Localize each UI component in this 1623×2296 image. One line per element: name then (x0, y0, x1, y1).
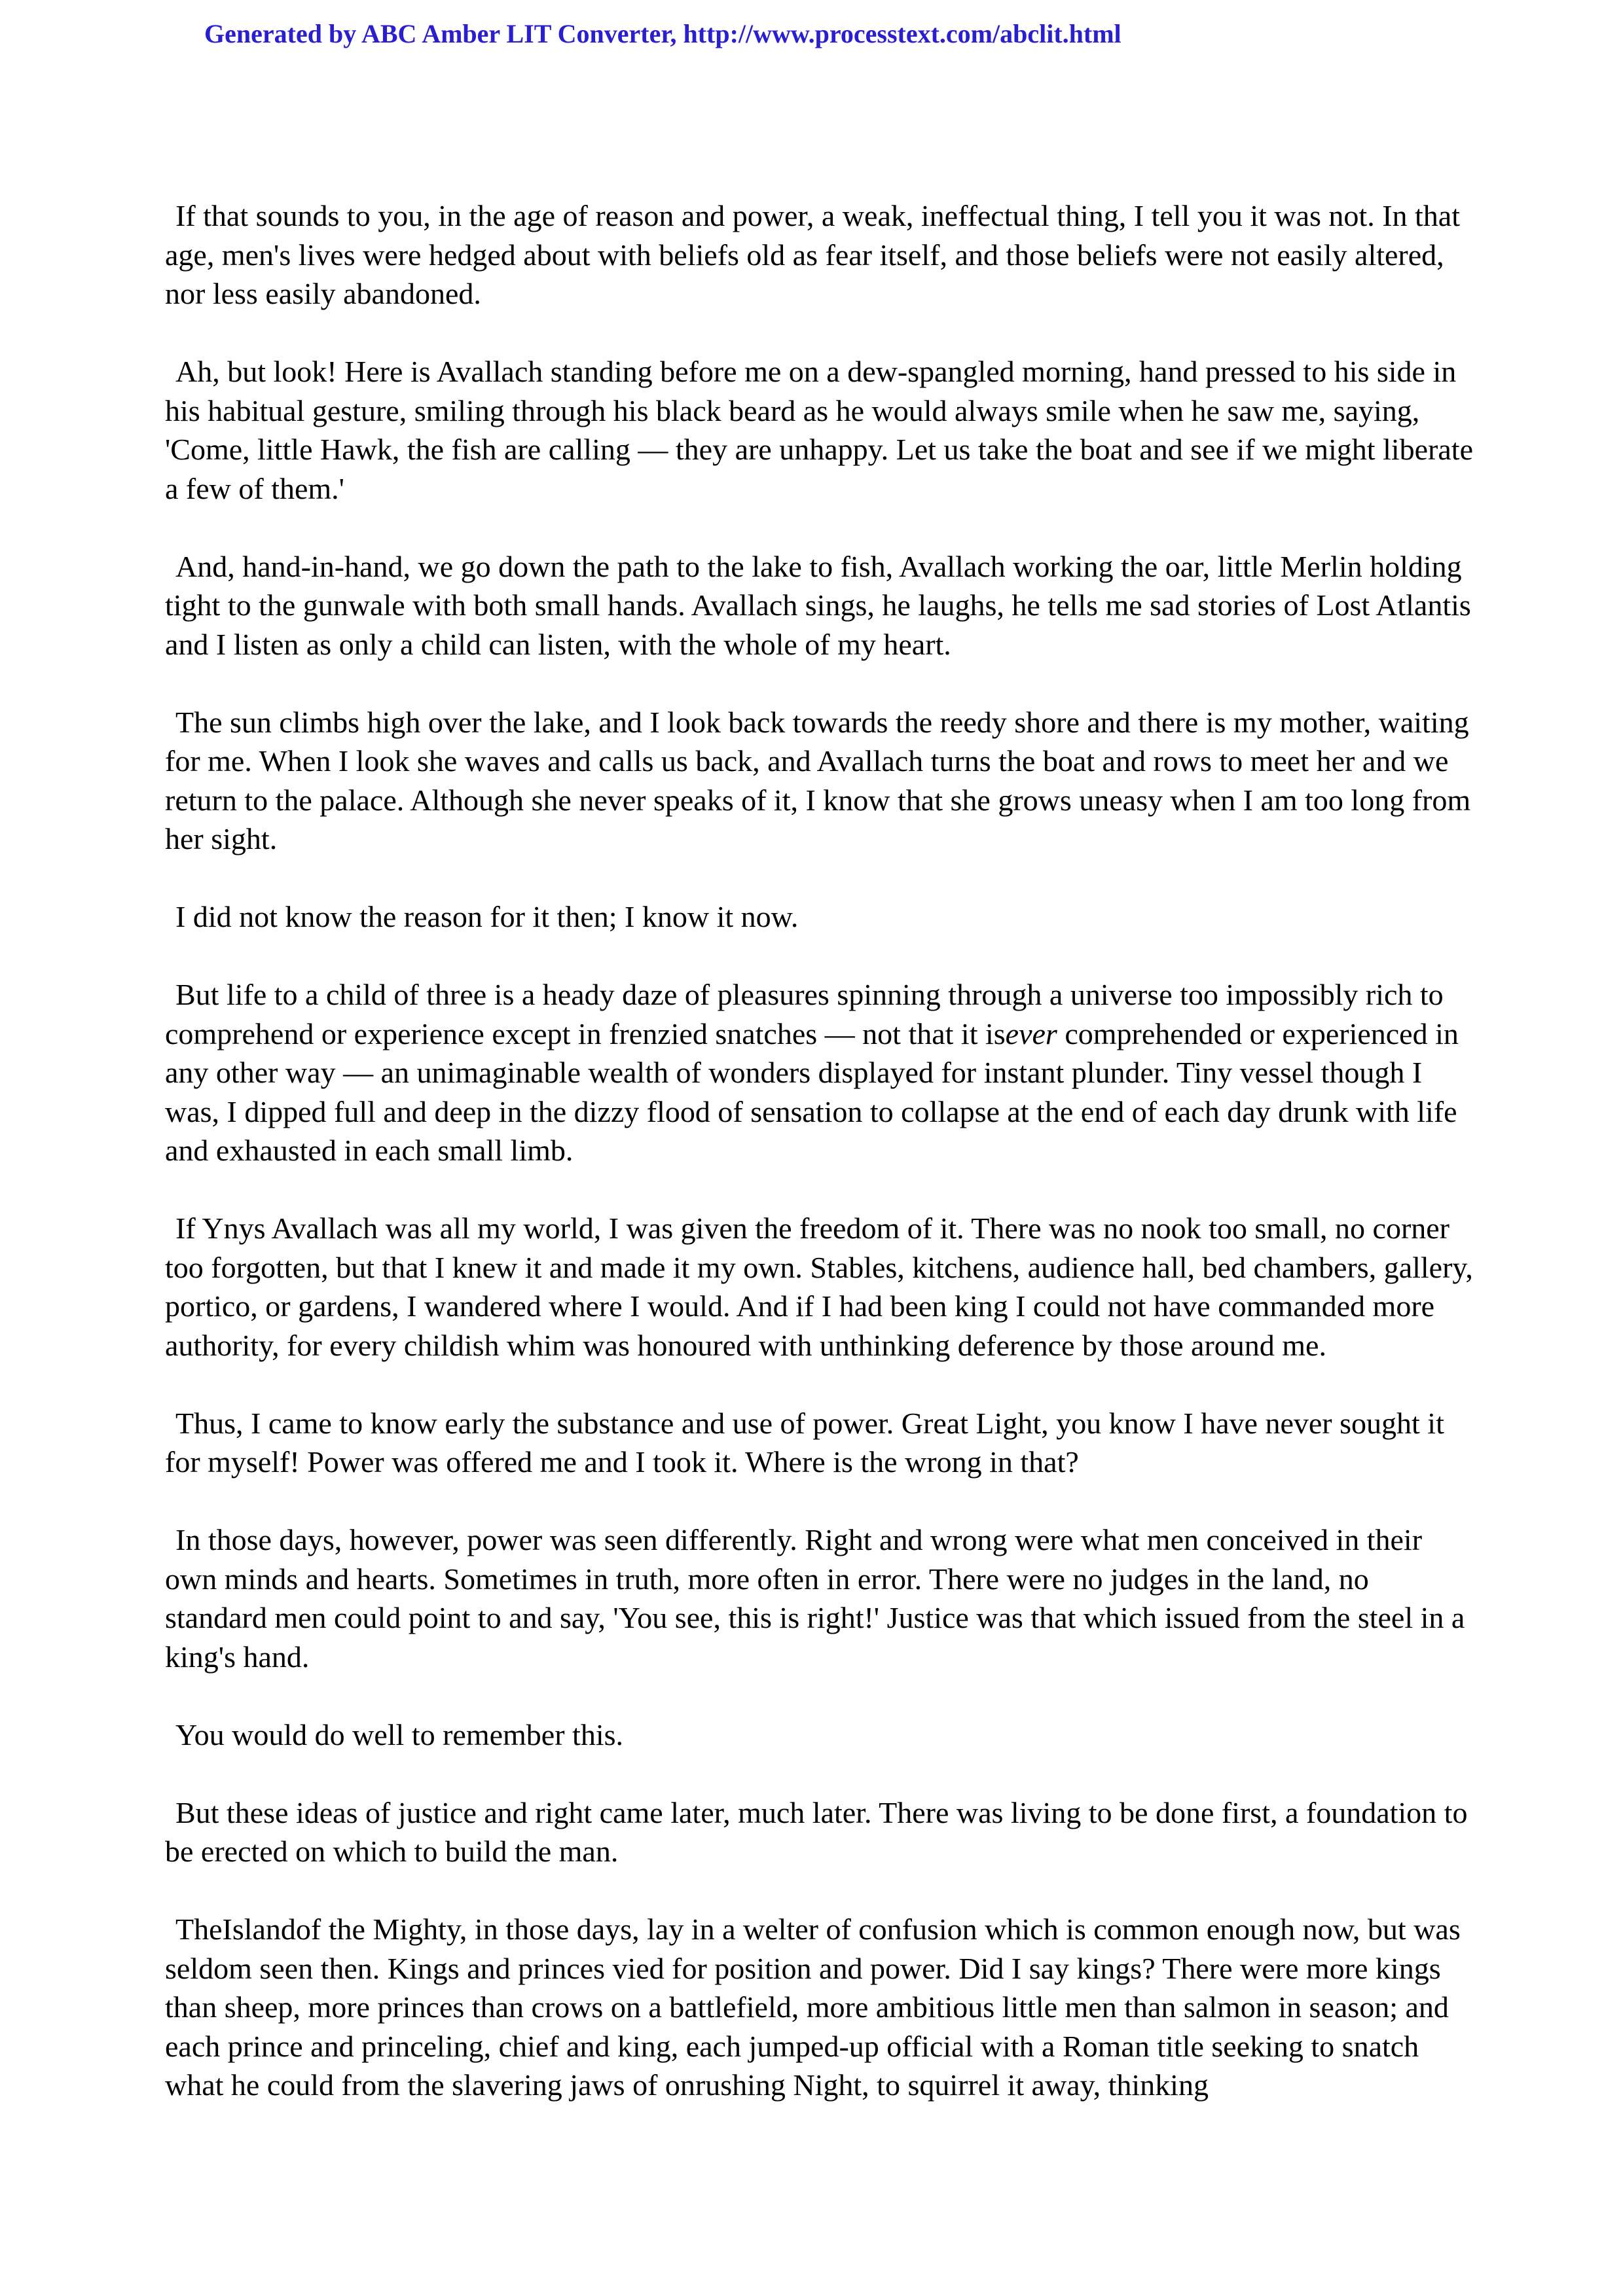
emphasis-text: ever (1005, 1016, 1057, 1050)
paragraph: Thus, I came to know early the substance and use of power. Great Light, you know I have never sought it for myself! Power was offered me and I took it. Where is the wrong in that? (165, 1406, 1444, 1479)
converter-header (204, 18, 1122, 49)
paragraph: If Ynys Avallach was all my world, I was given the freedom of it. There was no nook too small, no corner too forgotten, but that I knew it and made it my own. Stables, kitchens, audience hall, bed chambers, gallery, portico, or gardens, I wandered where I would. And if I had been king I could not have commanded more authority, for every childish whim was honoured with unthinking deference by those around me. (165, 1211, 1473, 1362)
paragraph: In those days, however, power was seen differently. Right and wrong were what men conceived in their own minds and hearts. Sometimes in truth, more often in error. There were no judges in the land, no standard men could point to and say, 'You see, this is right!' Justice was that which issued from the steel in a king's hand. (165, 1523, 1465, 1674)
converter-link[interactable]: http://www.processtext.com/abclit.html (683, 19, 1122, 48)
paragraph (165, 975, 1474, 1170)
paragraph-text: But life to a child of three is a heady daze of pleasures spinning through a universe too impossibly rich to comprehend or experience except in frenzied snatches — not that it is (165, 978, 1444, 1050)
paragraph: And, hand-in-hand, we go down the path to the lake to fish, Avallach working the oar, little Merlin holding tight to the gunwale with both small hands. Avallach sings, he laughs, he tells me sad stories of Lost Atlantis and I listen as only a child can listen, with the whole of my heart. (165, 549, 1471, 661)
paragraph: TheIslandof the Mighty, in those days, lay in a welter of confusion which is common enough now, but was seldom seen then. Kings and princes vied for position and power. Did I say kings? There were more kings than sheep, more princes than crows on a battlefield, more ambitious little men than salmon in season; and each prince and princeling, chief and king, each jumped-up official with a Roman title seeking to snatch what he could from the slavering jaws of onrushing Night, to squirrel it away, thinking (165, 1912, 1461, 2102)
paragraph: But these ideas of justice and right came later, much later. There was living to be done first, a foundation to be erected on which to build the man. (165, 1795, 1468, 1868)
paragraph: I did not know the reason for it then; I know it now. (175, 900, 799, 933)
header-prefix: Generated by ABC Amber LIT Converter, (204, 19, 684, 48)
paragraph: Ah, but look! Here is Avallach standing before me on a dew-spangled morning, hand pressed to his side in his habitual gesture, smiling through his black beard as he would always smile when he saw me, saying, 'Come, little Hawk, the fish are calling — they are unhappy. Let us take the boat and see if we might liberate a few of them.' (165, 355, 1473, 505)
paragraph: If that sounds to you, in the age of reason and power, a weak, ineffectual thing, I tell you it was not. In that age, men's lives were hedged about with beliefs old as fear itself, and those beliefs were not easily altered, nor less easily abandoned. (165, 199, 1461, 310)
paragraph-text: comprehended or experienced in any other way — an unimaginable wealth of wonders displayed for instant plunder. Tiny vessel though I was, I dipped full and deep in the dizzy flood of sensation to collapse at the end of each day drunk with life and exhausted in each small limb. (165, 1016, 1459, 1167)
document-body (165, 196, 1474, 2105)
paragraph: The sun climbs high over the lake, and I look back towards the reedy shore and there is my mother, waiting for me. When I look she waves and calls us back, and Avallach turns the boat and rows to meet her and we return to the palace. Although she never speaks of it, I know that she grows uneasy when I am too long from her sight. (165, 705, 1471, 855)
paragraph: You would do well to remember this. (175, 1717, 624, 1751)
